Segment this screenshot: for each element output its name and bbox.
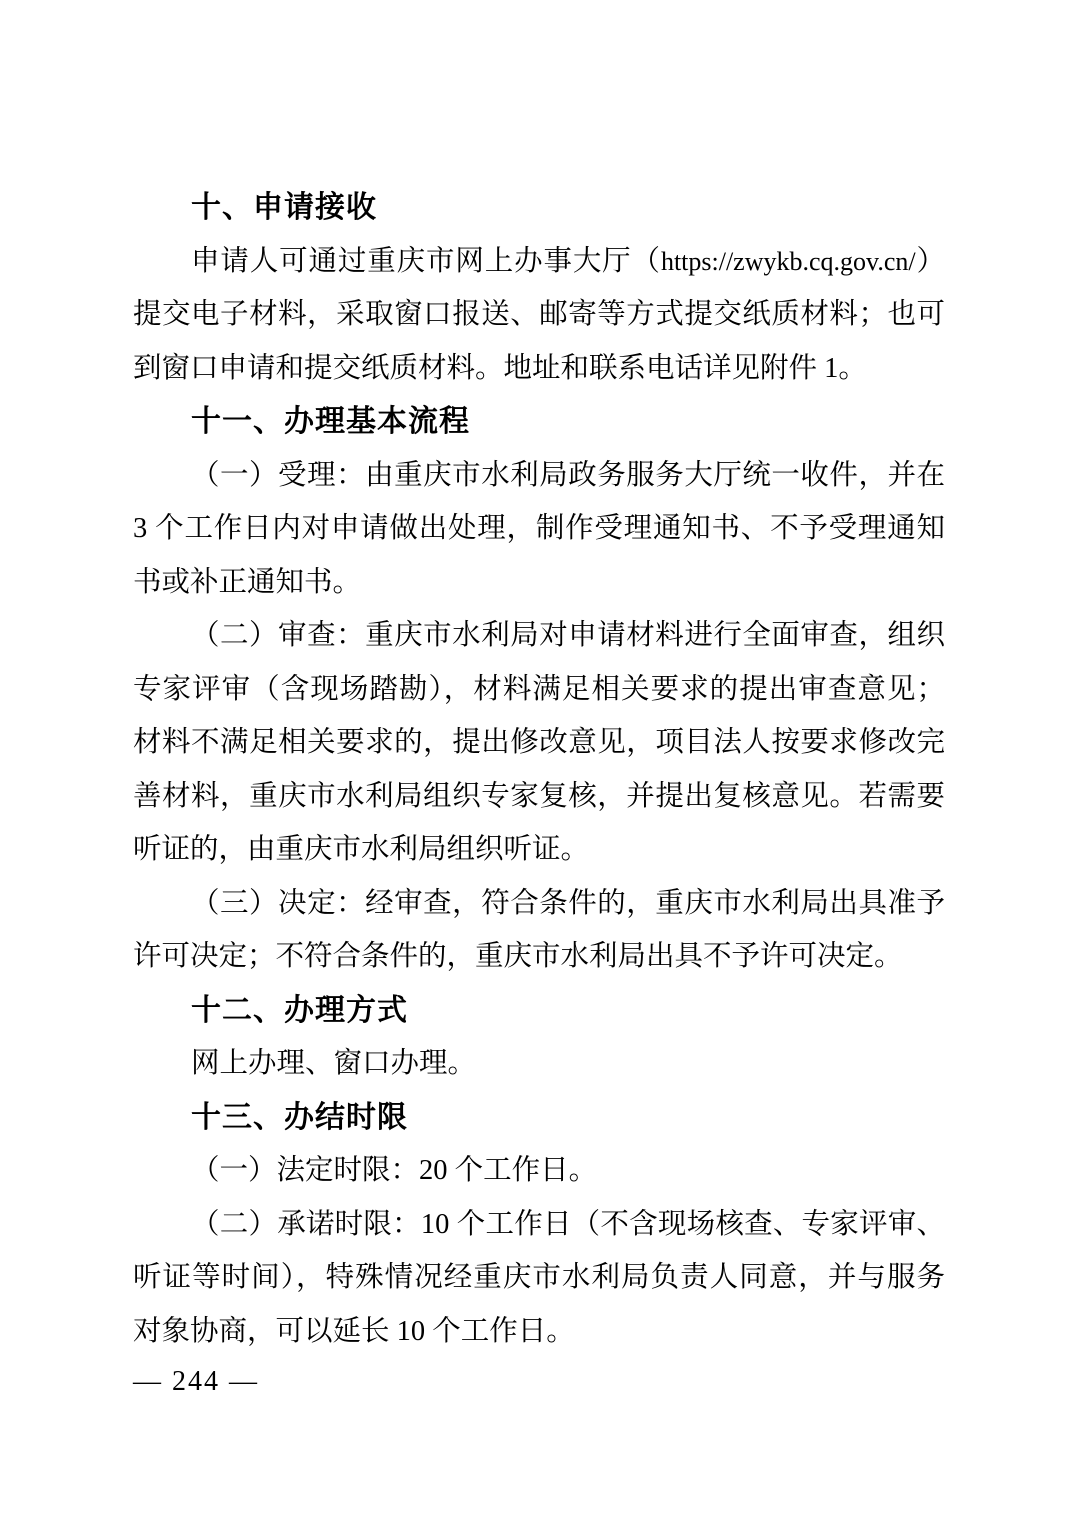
body-line: 许可决定；不符合条件的，重庆市水利局出具不予许可决定。 [133,941,903,972]
body-line: （二）承诺时限：10 个工作日（不含现场核查、专家评审、 [191,1208,945,1240]
body-line: 到窗口申请和提交纸质材料。地址和联系电话详见附件 1。 [133,352,867,384]
body-line: 提交电子材料，采取窗口报送、邮寄等方式提交纸质材料；也可 [133,299,945,330]
body-line: （一）法定时限：20 个工作日。 [191,1155,598,1186]
url-text: https://zwykb.cq.gov.cn/ [660,246,916,276]
body-line: 对象协商，可以延长 10 个工作日。 [133,1315,575,1347]
body-line: （二）审查：重庆市水利局对申请材料进行全面审查，组织 [191,620,945,651]
body-line: 网上办理、窗口办理。 [191,1048,477,1079]
body-text: ） [915,245,945,277]
body-line: 善材料，重庆市水利局组织专家复核，并提出复核意见。若需要 [133,780,945,812]
body-line: 专家评审（含现场踏勘），材料满足相关要求的提出审查意见； [133,673,945,705]
heading-completion-time-limit: 十三、办结时限 [191,1100,408,1134]
heading-handling-method: 十二、办理方式 [191,993,408,1027]
body-line: （一）受理：由重庆市水利局政务服务大厅统一收件，并在 [191,459,945,491]
body-line [133,235,945,289]
body-line: （三）决定：经审查，符合条件的，重庆市水利局出具准予 [191,887,945,919]
body-line: 书或补正通知书。 [133,566,362,598]
heading-basic-process: 十一、办理基本流程 [191,405,470,438]
body-line: 听证等时间），特殊情况经重庆市水利局负责人同意，并与服务 [133,1262,945,1293]
body-line: 材料不满足相关要求的，提出修改意见，项目法人按要求修改完 [133,727,945,758]
page-number: — 244 — [133,1366,259,1397]
body-line: 听证的，由重庆市水利局组织听证。 [133,834,590,865]
body-line: 3 个工作日内对申请做出处理，制作受理通知书、不予受理通知 [133,513,945,544]
body-text: 申请人可通过重庆市网上办事大厅（ [191,245,661,277]
document-content [133,181,945,1358]
heading-application-receipt: 十、申请接收 [191,191,377,224]
